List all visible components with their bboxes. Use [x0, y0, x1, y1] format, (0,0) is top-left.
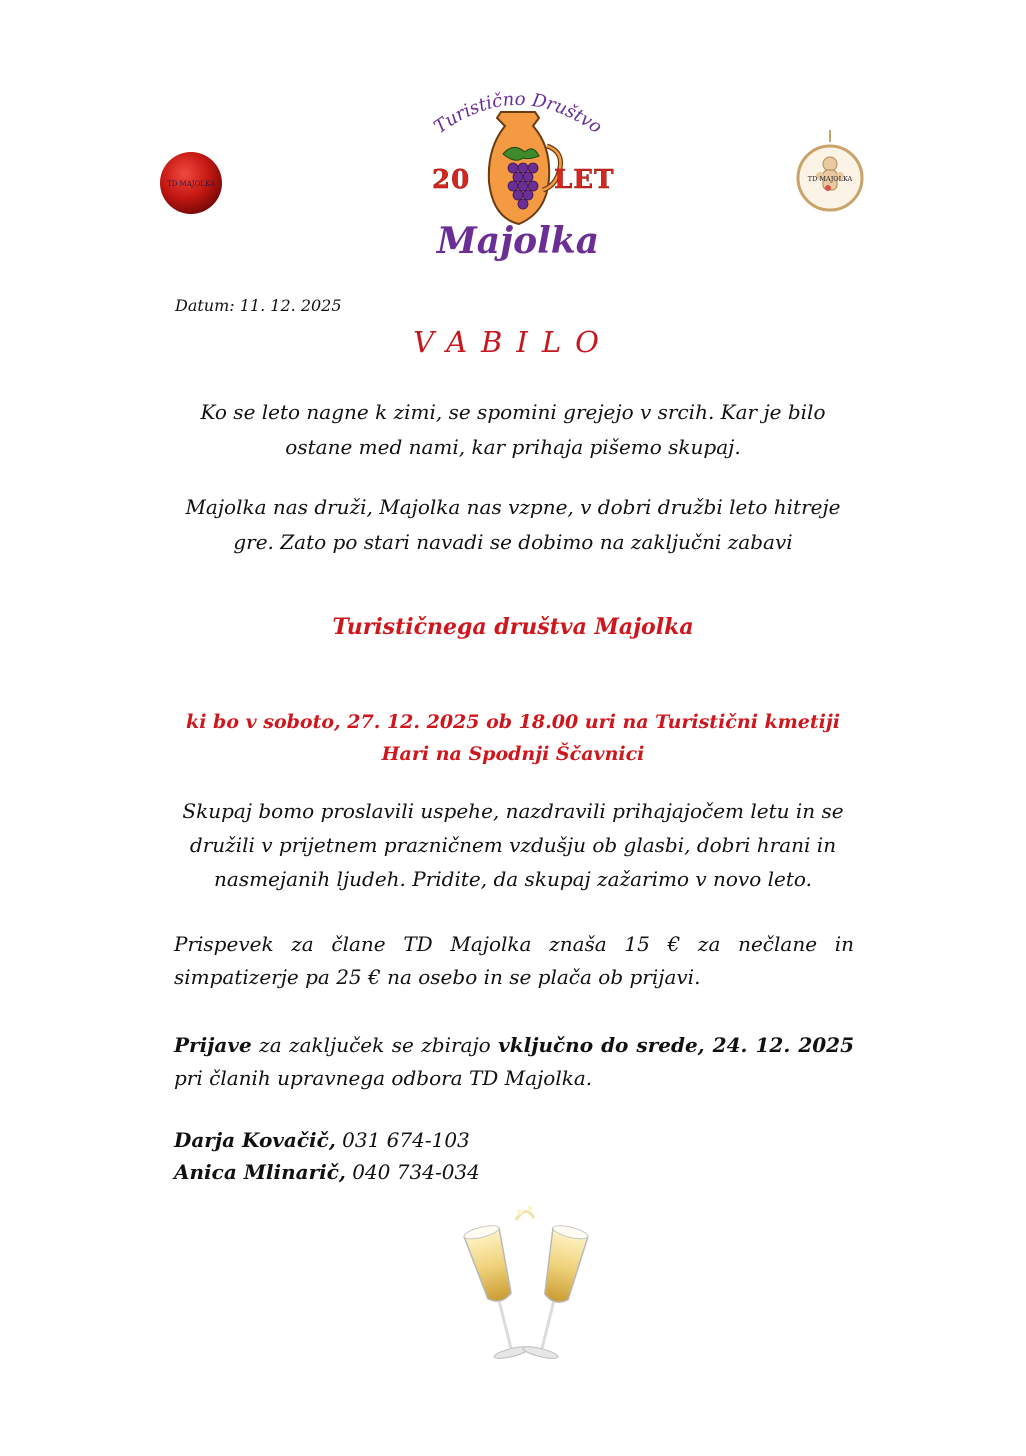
event-details-line-1: ki bo v soboto, 27. 12. 2025 ob 18.00 uri na Turistični kmetiji [186, 711, 840, 733]
red-christmas-ball-icon [158, 150, 224, 216]
intro-paragraph-1-line-2: ostane med nami, kar prihaja pišemo skupaj. [285, 435, 741, 459]
logo-number: 20 [432, 165, 471, 195]
celebration-paragraph [150, 794, 876, 896]
ball-label: TD MAJOLKA [167, 180, 215, 188]
contact-list [174, 1124, 480, 1188]
intro-paragraph-2-line-1: Majolka nas druži, Majolka nas vzpne, v dobri družbi leto hitreje [185, 495, 841, 519]
celebration-line-3: nasmejanih ljudeh. Pridite, da skupaj zažarimo v novo leto. [214, 867, 812, 891]
club-logo [418, 80, 618, 270]
intro-paragraph-1 [150, 395, 876, 465]
registration-middle: za zaključek se zbirajo [251, 1033, 499, 1057]
intro-paragraph-2-line-2: gre. Zato po stari navadi se dobimo na zaključni zabavi [233, 530, 793, 554]
jug-with-grapes-icon [473, 108, 565, 228]
celebration-line-2: družili v prijetnem prazničnem vzdušju ob glasbi, dobri hrani in [189, 833, 837, 857]
gingerbread-ornament-icon [795, 130, 865, 215]
document-date: Datum: 11. 12. 2025 [175, 296, 342, 315]
registration-paragraph [174, 1029, 854, 1095]
ornament-label: TD MAJOLKA [807, 175, 853, 183]
contact-phone: 040 734-034 [345, 1160, 480, 1184]
organization-heading: Turističnega društva Majolka [332, 614, 694, 640]
contact-item [174, 1156, 480, 1188]
intro-paragraph-2 [150, 490, 876, 560]
contact-name: Darja Kovačič, [174, 1128, 336, 1152]
registration-word: Prijave [174, 1033, 252, 1057]
fee-paragraph: Prispevek za člane TD Majolka znaša 15 € za nečlane in simpatizerje pa 25 € na osebo in se plača ob prijavi. [174, 932, 854, 989]
document-title: VABILO [413, 325, 613, 359]
registration-deadline: vključno do srede, 24. 12. 2025 [498, 1033, 854, 1057]
contact-name: Anica Mlinarič, [174, 1160, 346, 1184]
logo-years: LET [554, 165, 615, 195]
logo-brand: Majolka [436, 220, 600, 262]
event-details-line-2: Hari na Spodnji Ščavnici [381, 743, 645, 765]
registration-end: pri članih upravnega odbora TD Majolka. [174, 1066, 593, 1090]
champagne-glasses-icon [458, 1200, 594, 1370]
contact-item [174, 1124, 480, 1156]
intro-paragraph-1-line-1: Ko se leto nagne k zimi, se spomini grejejo v srcih. Kar je bilo [200, 400, 826, 424]
celebration-line-1: Skupaj bomo proslavili uspehe, nazdravili prihajajočem letu in se [182, 799, 844, 823]
contact-phone: 031 674-103 [335, 1128, 470, 1152]
event-details [150, 706, 876, 770]
logo-arc-text: Turistično Društvo [430, 88, 606, 138]
